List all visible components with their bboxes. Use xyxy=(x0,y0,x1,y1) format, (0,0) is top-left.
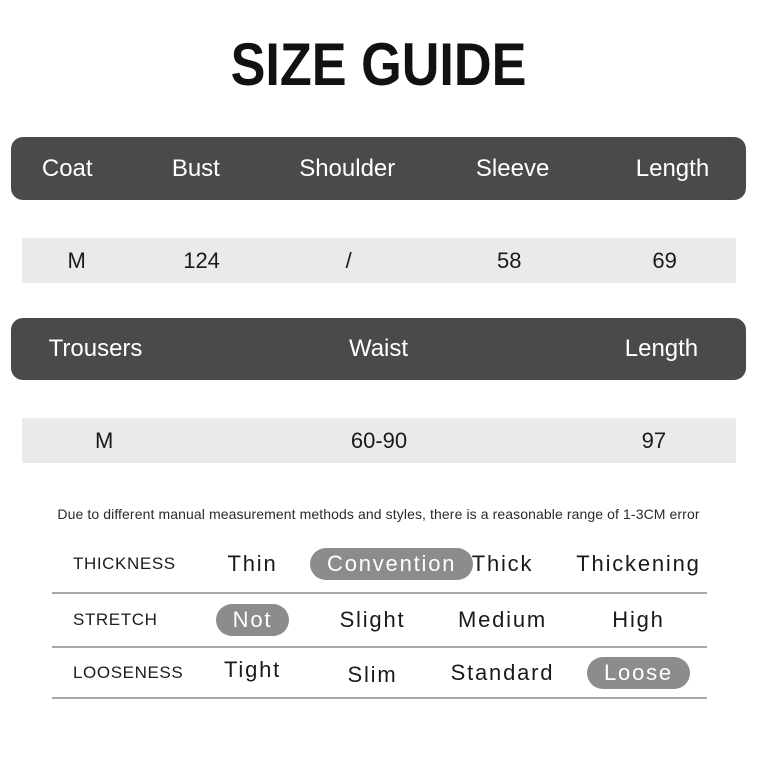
option-standard: Standard xyxy=(450,659,555,685)
header-cell-sleeve: Sleeve xyxy=(475,154,550,182)
trousers-cell-length-value: 97 xyxy=(641,427,667,453)
header-cell-bust: Bust xyxy=(171,154,220,182)
header-cell-length: Length xyxy=(635,154,710,182)
attribute-row-stretch xyxy=(52,594,707,648)
page-title: SIZE GUIDE xyxy=(230,31,527,98)
header-cell-coat: Coat xyxy=(41,154,93,182)
header-cell-waist: Waist xyxy=(348,335,409,362)
trousers-table-row xyxy=(22,418,736,463)
trousers-cell-size: M xyxy=(94,427,114,453)
coat-table-header xyxy=(11,137,746,200)
attribute-row-thickness xyxy=(52,536,707,594)
coat-cell-shoulder-value: / xyxy=(345,247,352,273)
option-thick: Thick xyxy=(471,551,534,576)
attribute-label: THICKNESS xyxy=(73,554,176,573)
option-not: Not xyxy=(195,604,310,636)
option-thin: Thin xyxy=(227,551,278,576)
option-slight: Slight xyxy=(339,607,406,632)
option-medium: Medium xyxy=(457,607,548,632)
header-cell-length: Length xyxy=(624,335,699,362)
option-convention: Convention xyxy=(310,548,435,580)
attribute-label: LOOSENESS xyxy=(73,662,184,682)
attribute-scales xyxy=(52,536,707,699)
header-cell-shoulder: Shoulder xyxy=(299,154,396,182)
coat-table-row xyxy=(22,238,736,283)
option-thickening: Thickening xyxy=(576,551,701,576)
coat-cell-bust-value: 124 xyxy=(183,247,220,273)
coat-cell-sleeve-value: 58 xyxy=(497,247,522,273)
coat-cell-length-value: 69 xyxy=(652,247,677,273)
attribute-label: STRETCH xyxy=(73,610,158,629)
option-slim: Slim xyxy=(347,661,398,687)
header-cell-trousers: Trousers xyxy=(48,335,143,362)
trousers-cell-waist-value: 60-90 xyxy=(350,427,408,453)
trousers-table-header xyxy=(11,318,746,380)
option-loose: Loose xyxy=(570,657,707,689)
measurement-note: Due to different manual measurement methods and styles, there is a reasonable range of 1-3CM error xyxy=(57,506,700,522)
option-tight: Tight xyxy=(223,656,282,682)
attribute-row-looseness xyxy=(52,648,707,699)
option-high: High xyxy=(612,607,665,632)
coat-cell-size: M xyxy=(67,247,86,273)
